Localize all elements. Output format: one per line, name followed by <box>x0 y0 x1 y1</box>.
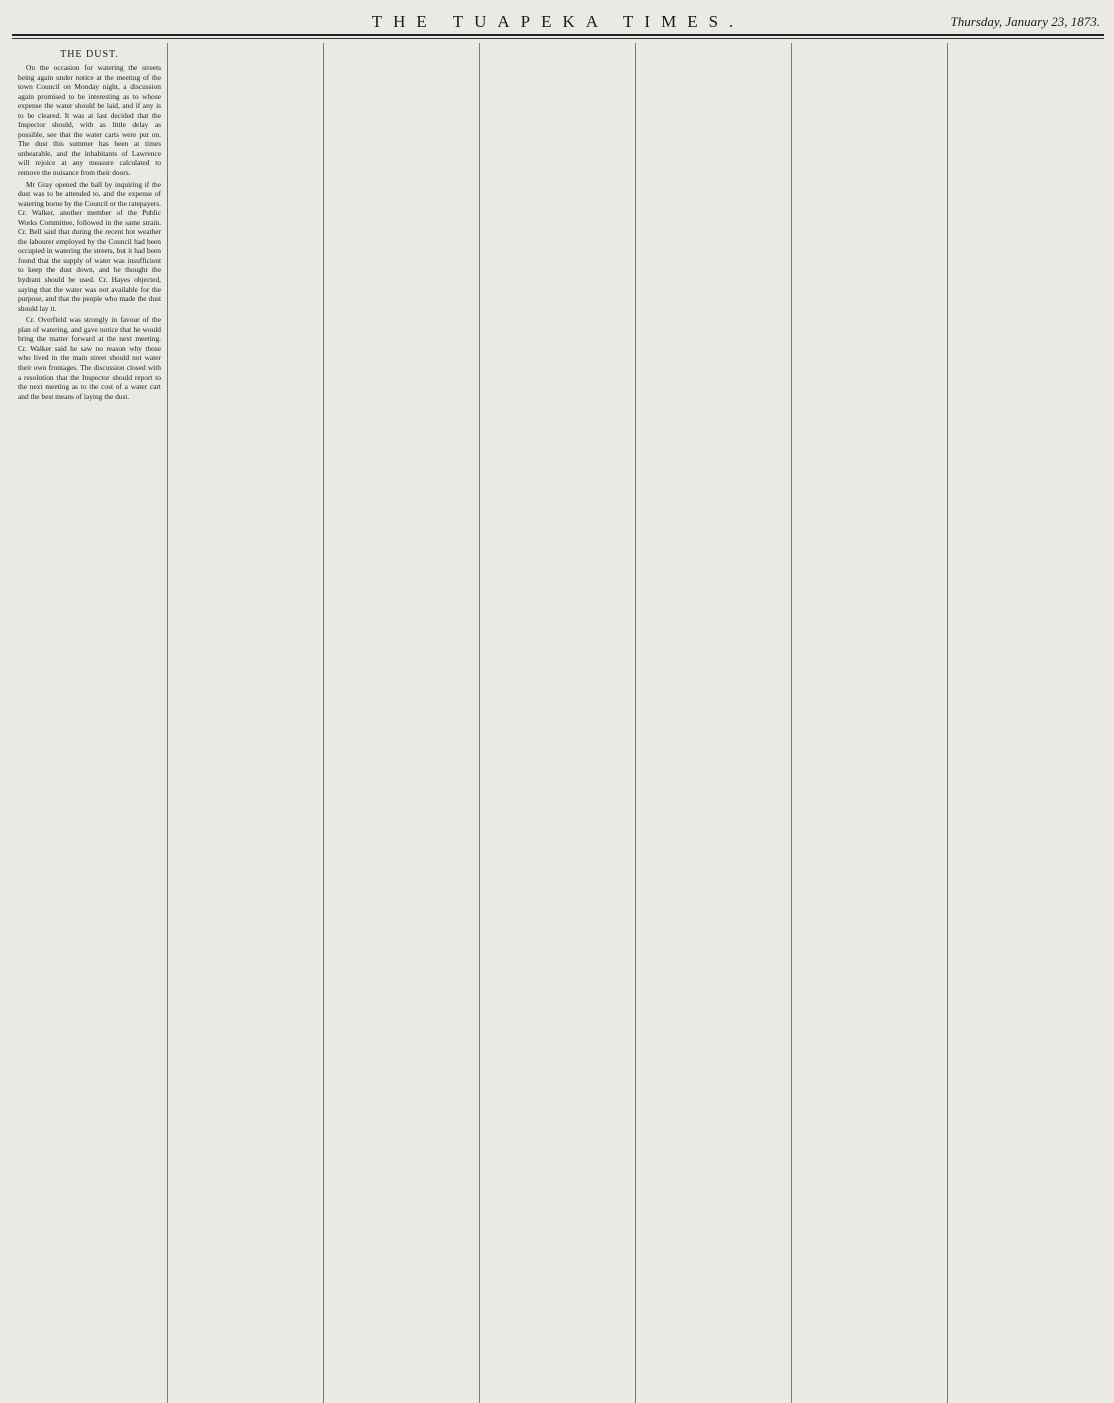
paragraph: On the occasion for watering the streets being again under notice at the meeting of the town Council on Monday night, a discussion again promised to be interesting as to whose expense the water should be laid, and if any is to be cleared. It was at last decided that the Inspector should, with as little delay as possible, see that the water carts were put on. The dust this summer has been at times unbearable, and the inhabitants of Lawrence will rejoice at any measure calculated to remove the nuisance from their doors. <box>18 63 161 178</box>
newspaper-title: THE TUAPEKA TIMES. <box>371 12 745 31</box>
column-1 <box>12 43 168 1403</box>
paragraph: Mr Gray opened the ball by inquiring if the dust was to be attended to, and the expense of watering borne by the Council or the ratepayers. Cr. Walker, another member of the Public Works Committee, followed in the same strain. Cr. Bell said that during the recent hot weather the labourer employed by the Council had been occupied in watering the streets, but it had been found that the supply of water was insufficient to keep the dust down, and he thought the hydrant should be used. Cr. Hayes objected, saying that the water was not available for the purpose, and that the people who made the dust should lay it. <box>18 179 161 313</box>
masthead-rule <box>12 38 1104 39</box>
article-headline: THE DUST. <box>60 49 119 60</box>
columns <box>12 43 1104 1403</box>
masthead <box>12 8 1104 36</box>
column-7 <box>948 43 1104 1403</box>
column-4 <box>480 43 636 1403</box>
column-3 <box>324 43 480 1403</box>
paragraph: Cr. Overfield was strongly in favour of the plan of watering, and gave notice that he would bring the matter forward at the next meeting. Cr. Walker said he saw no reason why those who lived in the main street should not water their own frontages. The discussion closed with a resolution that the Inspector should report to the next meeting as to the cost of a water cart and the best means of laying the dust. <box>18 315 161 401</box>
column-6 <box>792 43 948 1403</box>
issue-date: Thursday, January 23, 1873. <box>950 14 1100 29</box>
column-2 <box>168 43 324 1403</box>
column-5 <box>636 43 792 1403</box>
